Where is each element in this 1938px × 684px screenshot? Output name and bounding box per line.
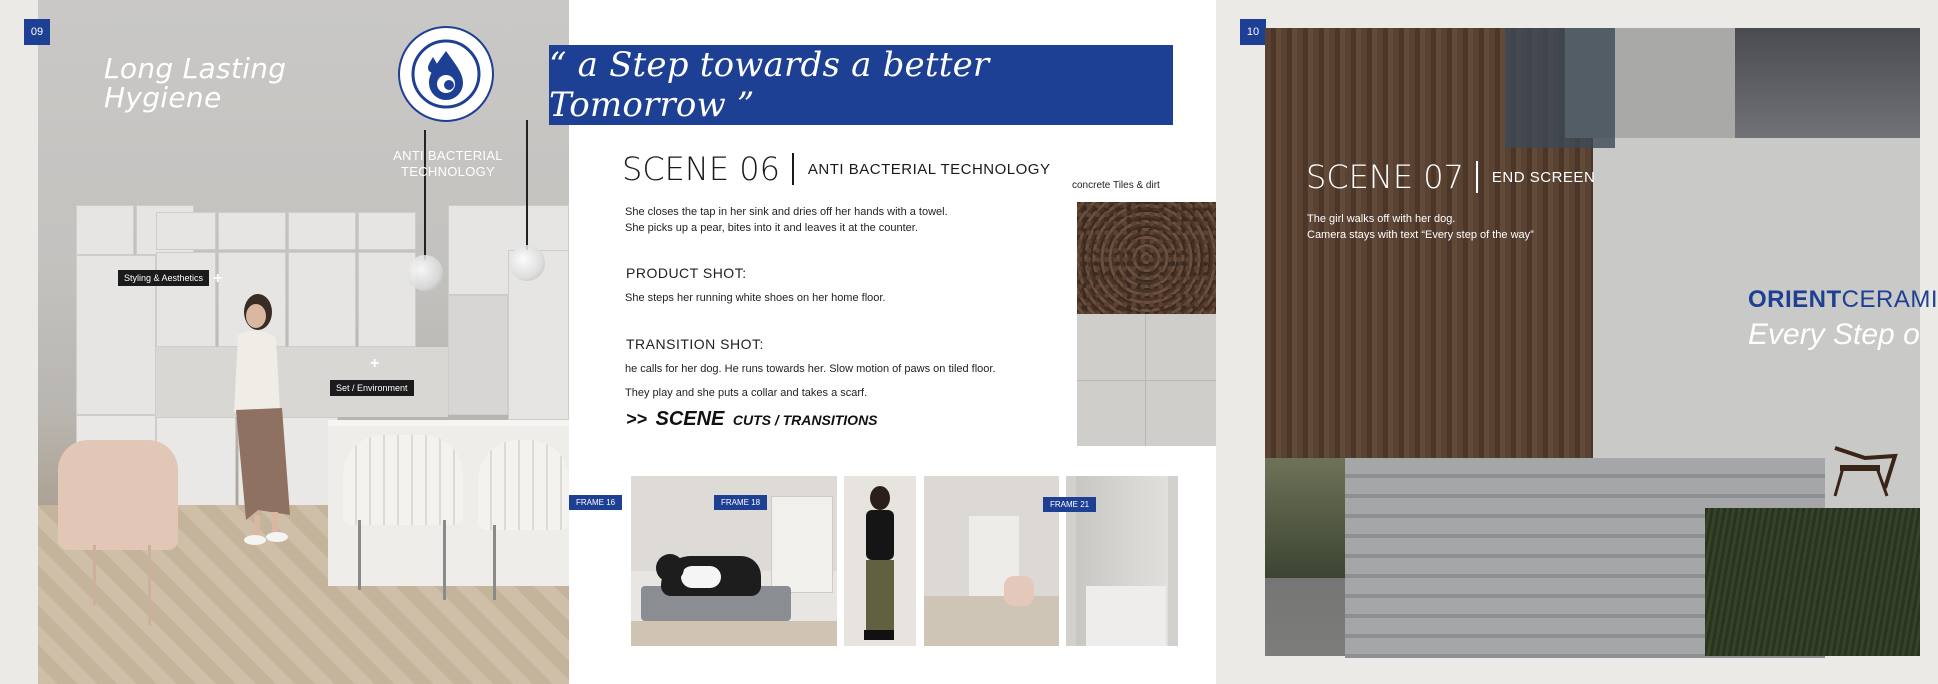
page-number-09: 09	[24, 19, 50, 45]
plus-icon: +	[370, 355, 380, 372]
scene-07-header	[1306, 158, 1595, 196]
quote-banner: “ a Step towards a better Tomorrow ”	[549, 45, 1173, 125]
anti-line-1: ANTI BACTERIAL	[393, 148, 503, 163]
product-shot-heading: PRODUCT SHOT:	[626, 265, 747, 281]
frame-21-tag: FRAME 21	[1043, 497, 1096, 512]
brand-tagline: Every Step o	[1748, 318, 1920, 351]
divider	[792, 153, 794, 185]
scene-06-header	[622, 150, 1050, 188]
frame-18-tag: FRAME 18	[714, 495, 767, 510]
description-line: She closes the tap in her sink and dries off her hands with a towel.	[625, 206, 948, 218]
brand-o: O	[1748, 286, 1768, 313]
scene-06-description	[625, 204, 948, 236]
brand-ceram: CERAMI	[1841, 286, 1938, 313]
styling-aesthetics-tag: Styling & Aesthetics	[118, 270, 209, 286]
cuts-arrow: >>	[626, 409, 648, 429]
transition-shot-heading: TRANSITION SHOT:	[626, 336, 764, 352]
plus-icon: +	[213, 270, 223, 287]
divider	[1476, 161, 1478, 193]
transition-line-2: They play and she puts a collar and takes a scarf.	[625, 387, 868, 399]
description-line: The girl walks off with her dog.	[1307, 213, 1456, 225]
concrete-tile-swatch	[1077, 314, 1216, 446]
cuts-scene: SCENE	[655, 408, 725, 430]
woman-figure	[198, 290, 308, 550]
material-label: concrete Tiles & dirt	[1072, 180, 1160, 191]
scene-07-description	[1307, 211, 1534, 243]
scene-title: ANTI BACTERIAL TECHNOLOGY	[807, 160, 1051, 178]
description-line: Camera stays with text “Every step of the way”	[1307, 229, 1534, 241]
description-line: She picks up a pear, bites into it and leaves it at the counter.	[625, 222, 918, 234]
page-number-10: 10	[1240, 19, 1266, 45]
brand-rient: RIENT	[1767, 286, 1842, 313]
scene-cuts-label	[626, 408, 878, 431]
brand-logo	[1748, 286, 1938, 314]
antibacterial-label	[378, 148, 518, 180]
dirt-swatch	[1077, 202, 1216, 314]
water-drop-icon	[411, 39, 481, 109]
living-room-image	[924, 476, 1059, 646]
set-environment-tag: Set / Environment	[330, 380, 414, 396]
product-shot-text: She steps her running white shoes on her home floor.	[625, 292, 886, 304]
title-line-2: Hygiene	[104, 81, 222, 114]
scene-number: SCENE 07	[1306, 158, 1464, 196]
scene-number: SCENE 06	[622, 150, 780, 188]
left-page-title	[104, 54, 286, 112]
scene-title: END SCREEN	[1491, 168, 1596, 186]
transition-line-1: he calls for her dog. He runs towards her. Slow motion of paws on tiled floor.	[625, 363, 996, 375]
frame-16-tag: FRAME 16	[569, 495, 622, 510]
antibacterial-logo	[398, 26, 494, 122]
woman-walking-image	[844, 476, 916, 646]
title-line-1: Long Lasting	[104, 52, 287, 85]
anti-line-2: TECHNOLOGY	[400, 164, 495, 179]
cuts-rest: CUTS / TRANSITIONS	[732, 412, 878, 428]
